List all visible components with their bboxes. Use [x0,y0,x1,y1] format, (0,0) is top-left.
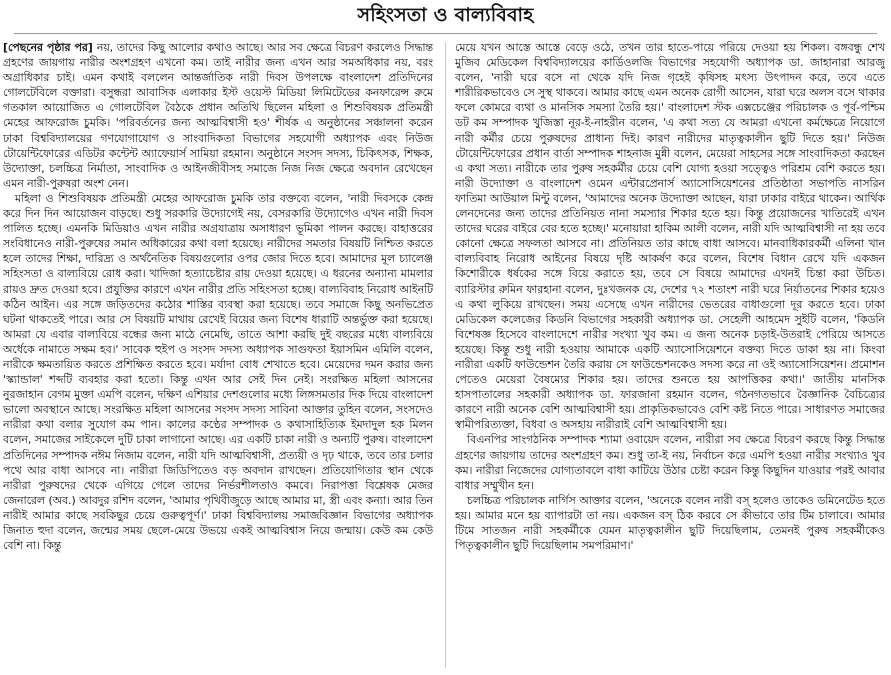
paragraph: মেয়ে যখন আস্তে আস্তে বেড়ে ওঠে, তখন তার হাতে-পায়ে পরিয়ে দেওয়া হয় শিকল। বঙ্গবন্ধু শেখ মুজিব মেডিকেল বিশ্ববিদ্যালয়ের কার্ডিওলজি বিভাগের সহযোগী অধ্যাপক ডা. জাহানারা আরজু বলেন, 'নারী ঘরে বসে না থেকে যদি নিজ গৃহেই কৃষিসহ মৎস্য উৎপাদন করে, তবে এতে শারীরিকভাবেও সে সুস্থ থাকবে। আমার কাছে এমন অনেক রোগী আসেন, যারা ঘরে অলস বসে থাকার ফলে কোমরে ব্যথা ও মানসিক সমস্যা তৈরি হয়।' বাংলাদেশ স্টক এক্সচেঞ্জের পরিচালক ও পূর্ব-পশ্চিম ডট কম সম্পাদক খুজিস্তা নূর-ই-নাহরীন বলেন, 'এ কথা সত্য যে আমরা এখনো কর্মক্ষেত্রে নিয়োগে নারী কর্মীর চেয়ে পুরুষদের প্রাধান্য দিই। কারণ নারীদের মাতৃত্বকালীন ছুটি দিতে হয়।' নিউজ টোয়েন্টিফোরের প্রধান বার্তা সম্পাদক শাহনাজ মুন্নী বলেন, মেয়েরা সাহসের সঙ্গে সাংবাদিকতা করছেন এ কথা সত্য। নারীকে তার পুরুষ সহকর্মীর চেয়ে বেশি যোগ্য হওয়া সত্ত্বেও পরিশ্রম বেশি করতে হয়। নারী উদ্যোক্তা ও বাংলাদেশ ওমেন এন্টারপ্রেনার্স অ্যাসোসিয়েশনের প্রতিষ্ঠাতা সভাপতি নাসরিন ফাতিমা আউয়াল মিন্টু বলেন, 'আমাদের অনেক উদ্যোক্তা আছেন, যারা ঢাকার বাইরে থাকেন। আর্থিক লেনদেনের জন্য তাদের প্রতিনিয়ত নানা সমস্যার শিকার হতে হয়। কিন্তু প্রয়োজনের খাতিরেই এখন তাদের ঘরের বাইরে বের হতে হচ্ছে।' মনোয়ারা হাকিম আলী বলেন, নারী যদি আত্মবিশ্বাসী না হয় তবে কোনো ক্ষেত্রে সফলতা আসবে না। প্রতিনিয়ত তার কাছে বাধা আসবে। মানবাধিকারকর্মী এলিনা খান বাল্যবিবাহ নিরোধ আইনের বিষয়ে দৃষ্টি আকর্ষণ করে বলেন, বিশেষ বিধান রেখে যদি একজন কিশোরীকে ধর্ষকের সঙ্গে বিয়ে করাতে হয়, তবে সে বিষয়ে আমাদের এখনই চিন্তা করা উচিত। ব্যারিস্টার রুমিন ফারহানা বলেন, দুঃখজনক যে, দেশের ৭২ শতাংশ নারী ঘরে নির্যাতনের শিকার হয়েও এ কথা লুকিয়ে রাখছেন। সময় এসেছে এখন নারীদের ভেতরের বাধাগুলো দূর করতে হবে। ঢাকা মেডিকেল কলেজের কিডনি বিভাগের সহকারী অধ্যাপক ডা. সেহেলী আহমেদ সুইটি বলেন, 'কিডনি বিশেষজ্ঞ হিসেবে বাংলাদেশে নারীর সংখ্যা খুব কম। এ জন্য অনেক চড়াই-উতরাই পেরিয়ে আসতে হয়েছে। কিন্তু শুধু নারী হওয়ায় আমাকে একটি অ্যাসোসিয়েশনে বক্তব্য দিতে ডাকা হয় না। কিংবা নারীরা একটি ফাউন্ডেশন তৈরি করায় সে ফাউন্ডেশনকেও সদস্য করে না ওই অ্যাসোসিয়েশন। প্রমোশন পেতেও মেয়েরা বৈষম্যের শিকার হয়। তাদের শুনতে হয় আপত্তিকর কথা।' জাতীয় মানসিক হাসপাতালের সহকারী অধ্যাপক ডা. ফারজানা রহমান বলেন, গঠনগতভাবে বৈজ্ঞানিক বৈচিত্র্যের কারণে নারী অনেক বেশি আত্মবিশ্বাসী হয়। প্রাকৃতিকভাবেও বেশি কষ্ট নিতে পারে। সাধারণত সমাজের স্বামীপরিত্যক্তা, বিধবা ও অসহায় নারীরাই বেশি আত্মবিশ্বাসী হয়। [455,41,885,432]
paragraph: মহিলা ও শিশুবিষয়ক প্রতিমন্ত্রী মেহের আফরোজ চুমকি তার বক্তব্যে বলেন, 'নারী দিবসকে কেন্দ্র করে দিন দিন আয়োজন বাড়ছে। শুধু সরকারি উদ্যোগেই নয়, বেসরকারি উদ্যোগেও এখন নারী দিবস পালিত হচ্ছে। এমনকি মিডিয়াও এখন নারীর অগ্রযাত্রায় অসাধারণ ভূমিকা পালন করছে। বাহাত্তরের সংবিধানেও নারী-পুরুষের সমান অধিকারের কথা বলা হয়েছে। নারীদের সমতার বিষয়টি নিশ্চিত করতে হলে তাদের শিক্ষা, দারিদ্র্য ও অর্থনৈতিক বিষয়গুলোর ওপর জোর দিতে হবে। আমাদের মূল চ্যালেঞ্জ সহিংসতা ও বাল্যবিয়ে রোধ করা। খাদিজা হত্যাচেষ্টার রায় দেওয়া হয়েছে। এ ধরনের অন্যান্য মামলার রায়ও দ্রুত দেওয়া হবে। প্রযুক্তির কারণে এখন নারীর প্রতি সহিংসতা হচ্ছে। বাল্যবিবাহ নিরোধ আইনটি কঠিন আইন। এর সঙ্গে জড়িতদের কঠোর শাস্তির ব্যবস্থা করা হয়েছে। তবে সমাজে কিছু অনভিপ্রেত ঘটনা থাকতেই পারে। আর সে বিষয়টি মাথায় রেখেই বিয়ের জন্য বিশেষ ধারাটি অন্তর্ভুক্ত করা হয়েছে। আমরা যে এবার বাল্যবিয়ে বন্ধের জন্য মাঠে নেমেছি, তাতে আশা করছি দুই বছরের মধ্যে বাল্যবিয়ে অর্ধেকে নামাতে সক্ষম হব।' সাবেক হুইপ ও সংসদ সদস্য অধ্যাপক সাগুফতা ইয়াসমিন এমিলি বলেন, নারীকে ক্ষমতায়িত করতে প্রশিক্ষিত করতে হবে। মর্যাদা বোধ শেখাতে হবে। মেয়েদের দমন করার জন্য 'স্ক্যান্ডাল' শব্দটি ব্যবহার করা হতো। কিন্তু এখন আর সেই দিন নেই। সংরক্ষিত মহিলা আসনের নুরজাহান বেগম মুক্তা এমপি বলেন, দক্ষিণ এশিয়ার দেশগুলোর মধ্যে লিঙ্গসমতার দিক দিয়ে বাংলাদেশ ভালো অবস্থানে আছে। সংরক্ষিত মহিলা আসনের সংসদ সদস্য সাবিনা আক্তার তুহিন বলেন, সংসদেও নারীরা কথা বলার সুযোগ কম পান। কালের কণ্ঠের সম্পাদক ও কথাসাহিত্যিক ইমদাদুল হক মিলন বলেন, সমাজের সাইকেলে দুটি চাকা লাগানো আছে। এর একটি চাকা নারী ও অন্যটি পুরুষ। বাংলাদেশ প্রতিদিনের সম্পাদক নঈম নিজাম বলেন, নারী যদি আত্মবিশ্বাসী, প্রত্যয়ী ও দৃঢ় থাকে, তবে তার চলার পথে আর বাধা আসবে না। নারীরা জিডিপিতেও বড় অবদান রাখছেন। প্রতিযোগিতার স্থান থেকে নারীরা পুরুষদের থেকে এগিয়ে গেলে তাদের নির্ভরশীলতাও কমবে। নিরাপত্তা বিশ্লেষক মেজর জেনারেল (অব.) আবদুর রশিদ বলেন, 'আমার পৃথিবীজুড়ে আছে আমার মা, স্ত্রী এবং কন্যা। আর তিন নারীই আমার কাছে সবকিছুর চেয়ে গুরুত্বপূর্ণ।' ঢাকা বিশ্ববিদ্যালয় সমাজবিজ্ঞান বিভাগের অধ্যাপক জিনাত হুদা বলেন, জন্মের সময় ছেলে-মেয়ে উভয়ে একই আত্মবিশ্বাস নিয়ে জন্মায়। কেউ কম কেউ বেশি না। কিন্তু [3,191,433,553]
paragraph: বিএনপির সাংগঠনিক সম্পাদক শ্যামা ওবায়েদ বলেন, নারীরা সব ক্ষেত্রে বিচরণ করছে কিন্তু সিদ্ধান্ত গ্রহণের জায়গায় তাদের অংশগ্রহণ কম। শুধু তা-ই নয়, নির্বাচন করে এমপি হওয়া নারীর সংখ্যাও খুব কম। নারীরা নিজেদের যোগ্যতাবলে বাধা কাটিয়ে উঠার চেষ্টা করেন কিন্তু কিছুদিন যাওয়ার পরই আবার বাধার সম্মুখীন হন। [455,433,885,492]
column-divider [445,42,446,668]
continuation-label: [ পেছনের পৃষ্ঠার পর ] [3,41,97,54]
paragraph [3,40,433,191]
headline-bar [0,0,891,34]
headline-rule [14,33,877,34]
article-column-right [455,40,885,670]
paragraph: চলচ্চিত্র পরিচালক নার্গিস আক্তার বলেন, 'অনেকে বলেন নারী বস্ হলেও তাকেও ডমিনেটেড হতে হয়। আমার মনে হয় ব্যাপারটা তা নয়। একজন বস্ ঠিক করবে সে কীভাবে তার টিম চালাবে। আমার টিমে সাতজন নারী সহকর্মীকে যেমন মাতৃত্বকালীন ছুটি দিয়েছিলাম, তেমনই পুরুষ সহকর্মীকেও পিতৃত্বকালীন ছুটি দিয়েছিলাম সমপরিমাণ।' [455,493,885,553]
paragraph-text: নয়, তাদের কিছু আলোর কথাও আছে। আর সব ক্ষেত্রে বিচরণ করলেও সিদ্ধান্ত গ্রহণের জায়গায় নারীর অংশগ্রহণ এখনো কম। তাই নারীর জন্য এখন আর সমঅধিকার নয়, বরং অগ্রাধিকার চাই। এমন কথাই বললেন আন্তর্জাতিক নারী দিবস উপলক্ষে বাংলাদেশ প্রতিদিনের গোলটেবিলে বক্তারা। বসুন্ধরা আবাসিক এলাকার ইস্ট ওয়েস্ট মিডিয়া লিমিটেডের কনফারেন্স রুমে গতকাল আয়োজিত এ গোলটেবিল বৈঠকে প্রধান অতিথি ছিলেন মহিলা ও শিশুবিষয়ক প্রতিমন্ত্রী মেহের আফরোজ চুমকি। 'পরিবর্তনের জন্য আত্মবিশ্বাসী হও' শীর্ষক এ অনুষ্ঠানের সঞ্চালনা করেন ঢাকা বিশ্ববিদ্যালয়ের গণযোগাযোগ ও সাংবাদিকতা বিভাগের সহযোগী অধ্যাপক এবং নিউজ টোয়েন্টিফোরের এডিটর কন্টেন্ট অ্যাফেয়ার্স সামিয়া রহমান। অনুষ্ঠানে সংসদ সদস্য, চিকিৎসক, শিক্ষক, উদ্যোক্তা, চলচ্চিত্র নির্মাতা, সাংবাদিক ও আইনজীবীসহ সমাজে নিজ নিজ ক্ষেত্রে অবদান রেখেছেন এমন নারী-পুরুষরা অংশ নেন। [3,41,433,190]
headline: সহিংসতা ও বাল্যবিবাহ [357,4,534,26]
article-column-left [3,40,433,670]
